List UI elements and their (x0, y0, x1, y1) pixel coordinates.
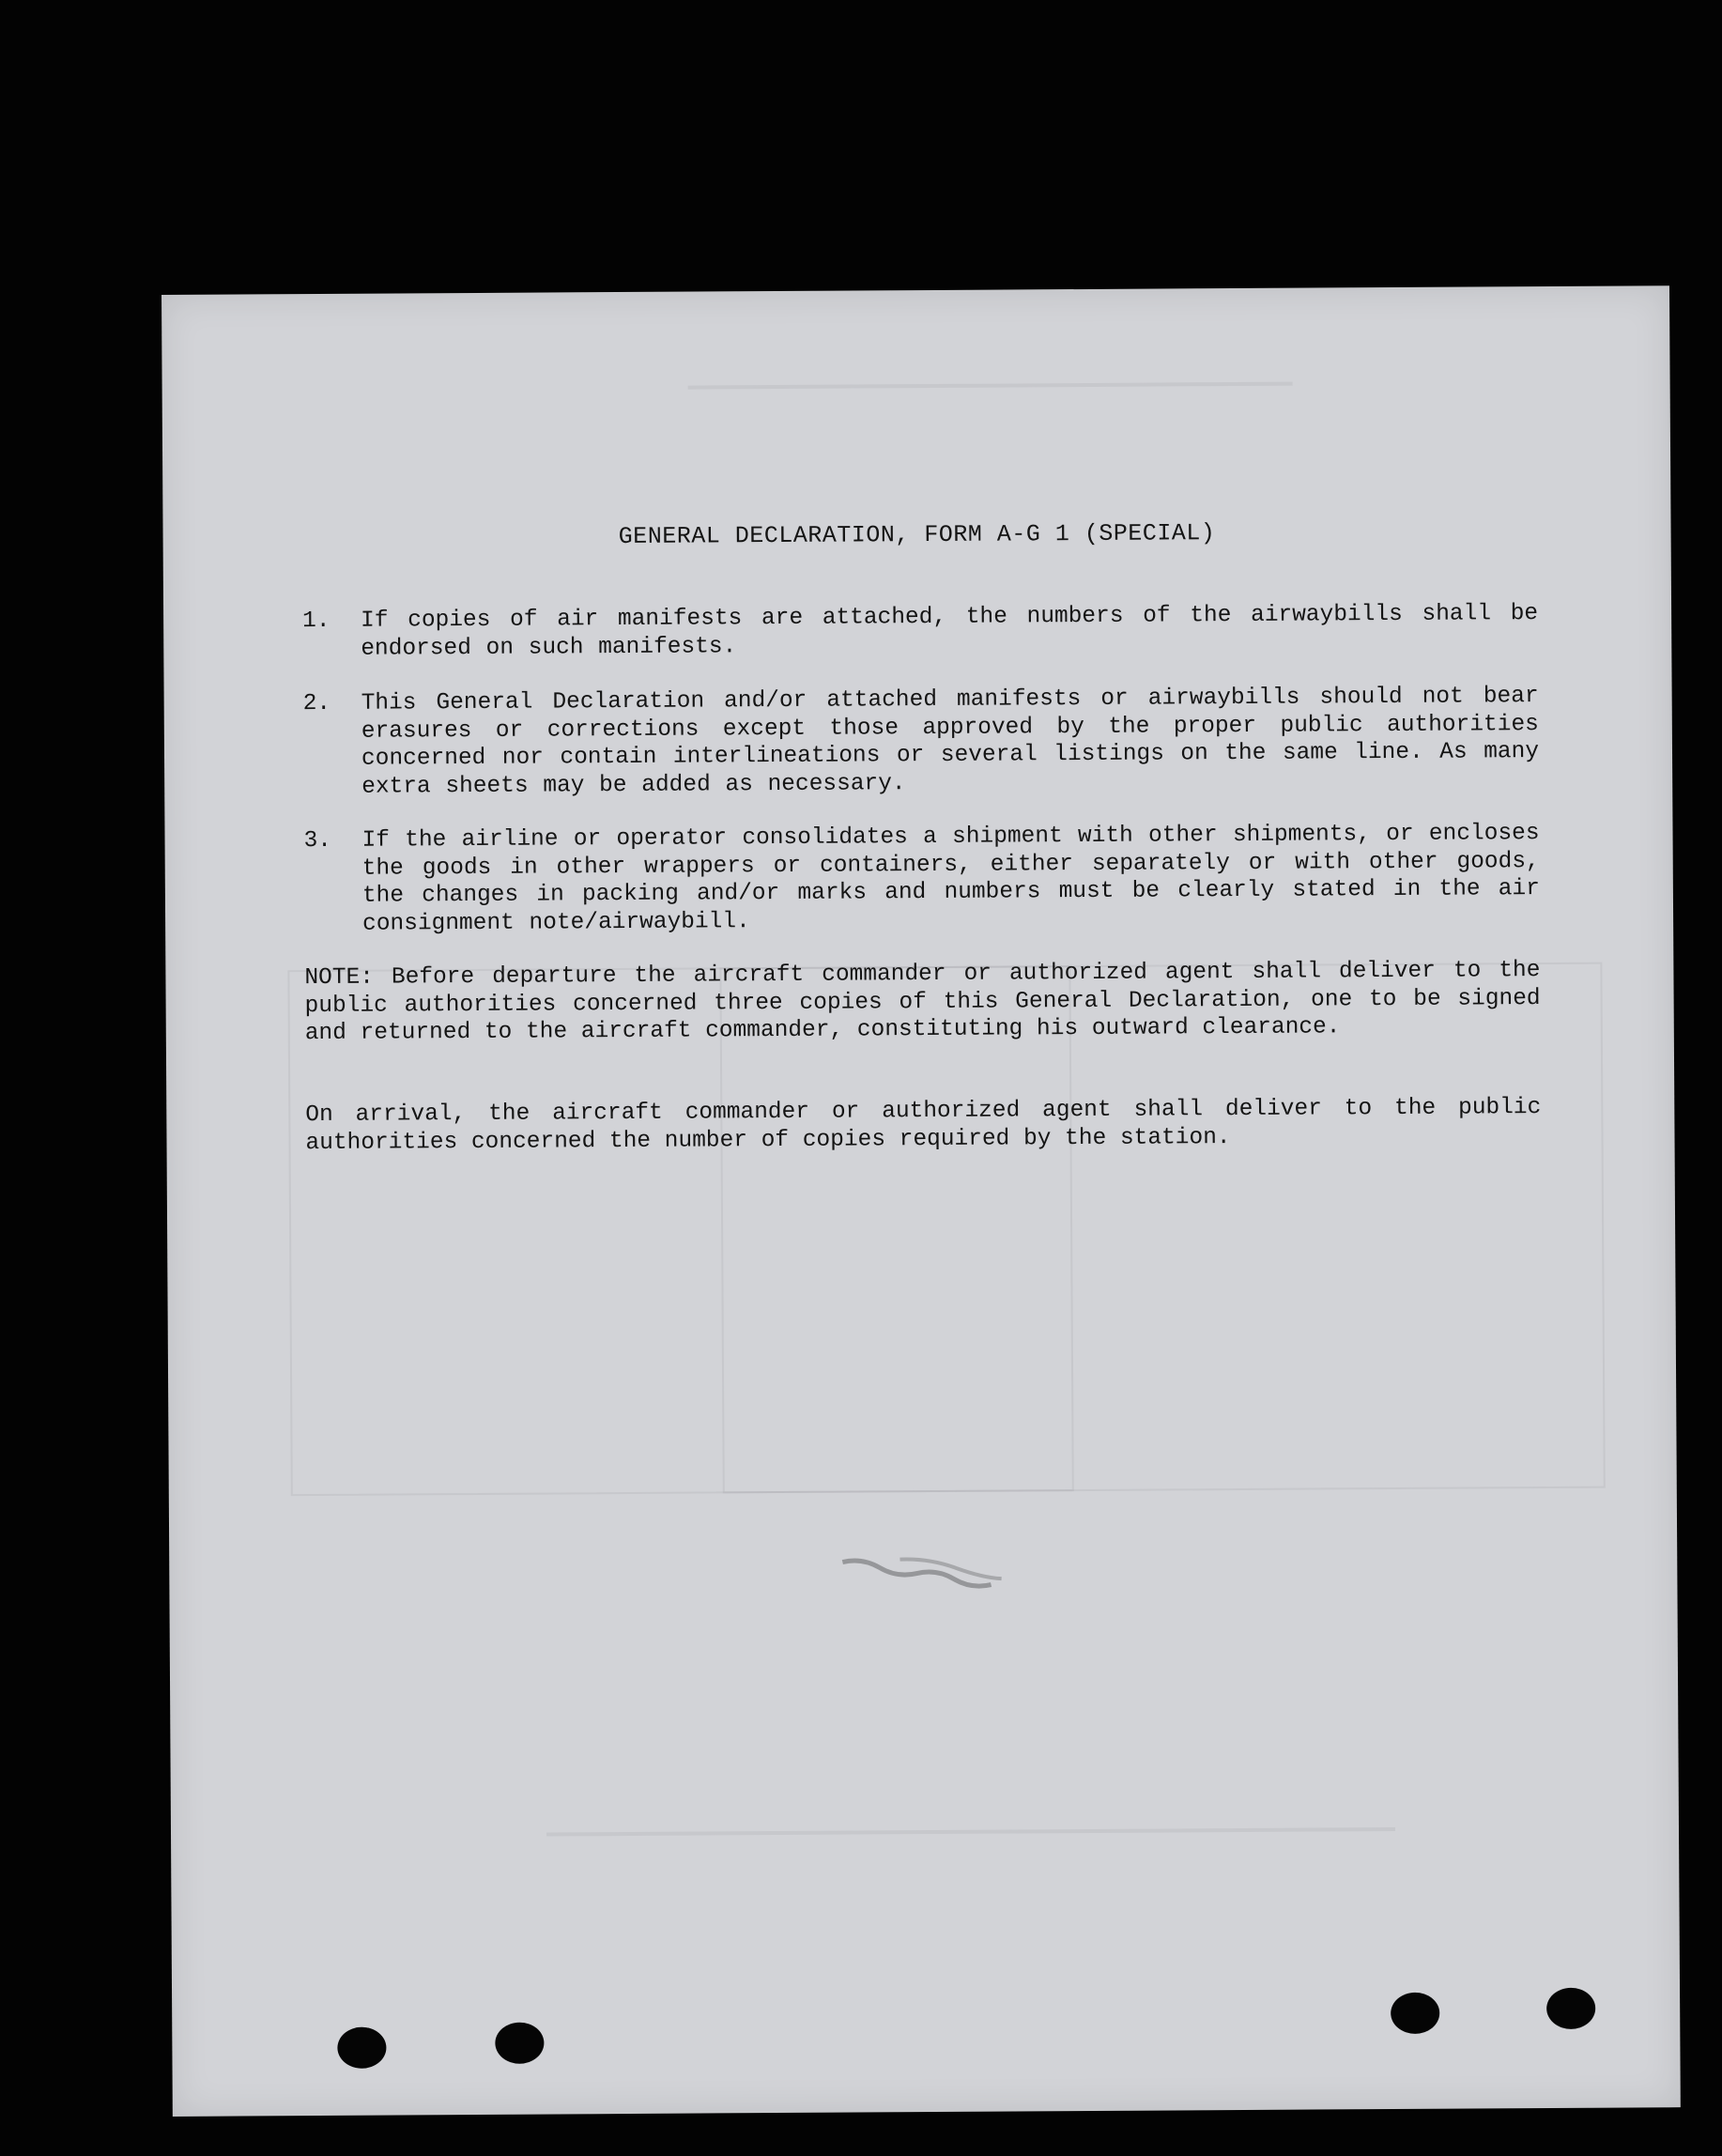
page-title: GENERAL DECLARATION, FORM A-G 1 (SPECIAL) (618, 519, 1216, 551)
punch-hole (337, 2027, 386, 2069)
list-item (303, 820, 1540, 938)
item-text: If the airline or operator consolidates a shipment with other shipments, or encloses the goods in other wrappers or containers, either separately or with other goods, the changes in packing and/or marks and numbers must be clearly stated in the air consignment note/airwaybill. (361, 821, 1540, 937)
item-text: If copies of air manifests are attached, the numbers of the airwaybills shall be endorsed on such manifests. (361, 601, 1539, 662)
item-number: 1. (302, 608, 331, 635)
document-sheet (161, 285, 1681, 2117)
note-paragraph: NOTE: Before departure the aircraft commander or authorized agent shall deliver to the public authorities concerned three copies of this General Declaration, one to be signed and returned to the aircraft commander, constituting his outward clearance. (304, 958, 1541, 1047)
punch-hole (495, 2023, 544, 2064)
punch-hole (1546, 1988, 1595, 2029)
declaration-text-block (161, 285, 1681, 2117)
item-number: 3. (303, 827, 332, 855)
arrival-paragraph: On arrival, the aircraft commander or authorized agent shall deliver to the public authorities concerned the number of copies required by the station. (305, 1095, 1542, 1156)
punch-hole (1391, 1993, 1439, 2034)
list-item (302, 600, 1538, 663)
item-text: This General Declaration and/or attached manifests or airwaybills should not bear erasures or corrections except those approved by the proper public authorities concerned nor contain interlineations or several listings on the same line. As many extra sheets may be added as necessary. (361, 684, 1540, 800)
item-number: 2. (302, 690, 331, 717)
list-item (303, 683, 1540, 801)
